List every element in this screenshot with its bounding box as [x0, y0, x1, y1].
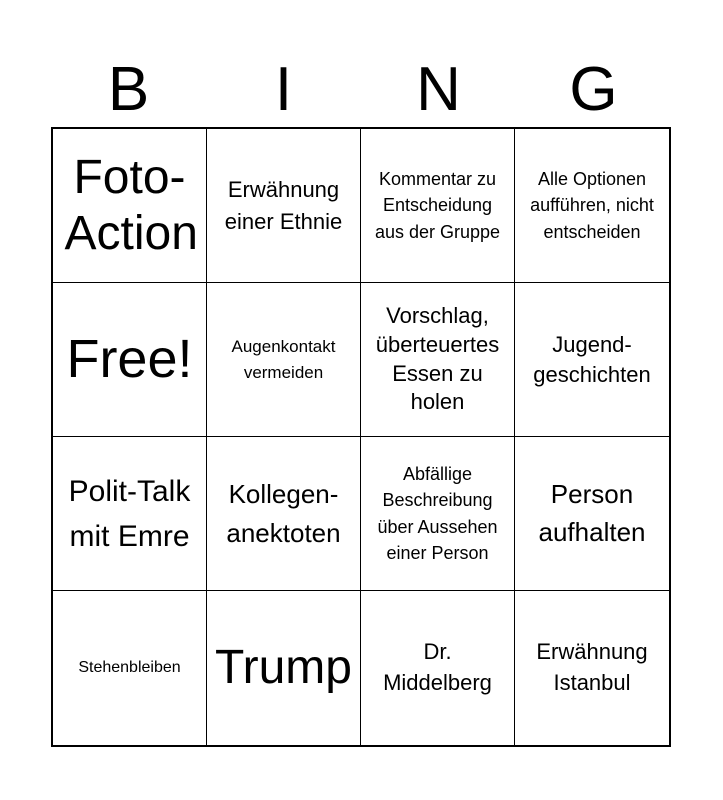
cell-text: Polit-Talk mit Emre — [68, 474, 191, 553]
bingo-board — [51, 127, 671, 747]
bingo-cell[interactable] — [361, 283, 515, 437]
bingo-cell[interactable] — [361, 129, 515, 283]
cell-text: Erwähnung einer Ethnie — [224, 176, 343, 234]
bingo-cell[interactable] — [361, 591, 515, 745]
cell-text: Alle Optionen aufführen, nicht entscheiden — [530, 169, 654, 242]
bingo-cell[interactable] — [515, 437, 669, 591]
bingo-cell[interactable] — [53, 591, 207, 745]
cell-text: Dr. Middelberg — [383, 639, 492, 695]
bingo-cell[interactable] — [515, 129, 669, 283]
bingo-cell[interactable] — [53, 437, 207, 591]
cell-text: Augenkontakt vermeiden — [231, 337, 336, 382]
cell-text: Foto-Action — [64, 151, 198, 260]
cell-text: Jugend-geschichten — [533, 331, 651, 387]
header-letter-g: G — [569, 55, 618, 124]
bingo-cell[interactable] — [515, 283, 669, 437]
header-letter-n: N — [416, 55, 461, 124]
cell-text: Stehenbleiben — [78, 659, 181, 676]
bingo-cell[interactable] — [207, 129, 361, 283]
bingo-cell[interactable] — [515, 591, 669, 745]
cell-text: Kommentar zu Entscheidung aus der Gruppe — [374, 169, 501, 242]
cell-text: Trump — [215, 641, 352, 695]
cell-text: Free! — [66, 328, 193, 389]
bingo-cell[interactable] — [207, 437, 361, 591]
cell-text: Kollegen-anektoten — [226, 478, 341, 548]
bingo-cell[interactable] — [53, 129, 207, 283]
bingo-header — [51, 52, 671, 128]
cell-text: Person aufhalten — [538, 478, 646, 547]
header-letter-i: I — [274, 55, 293, 124]
bingo-cell-free[interactable] — [53, 283, 207, 437]
bingo-cell[interactable] — [207, 591, 361, 745]
bingo-cell[interactable] — [361, 437, 515, 591]
cell-text: Vorschlag, überteuertes Essen zu holen — [375, 303, 500, 415]
cell-text: Abfällige Beschreibung über Aussehen einer Person — [377, 464, 498, 563]
bingo-cell[interactable] — [207, 283, 361, 437]
header-letter-b: B — [107, 55, 150, 124]
cell-text: Erwähnung Istanbul — [536, 639, 648, 695]
